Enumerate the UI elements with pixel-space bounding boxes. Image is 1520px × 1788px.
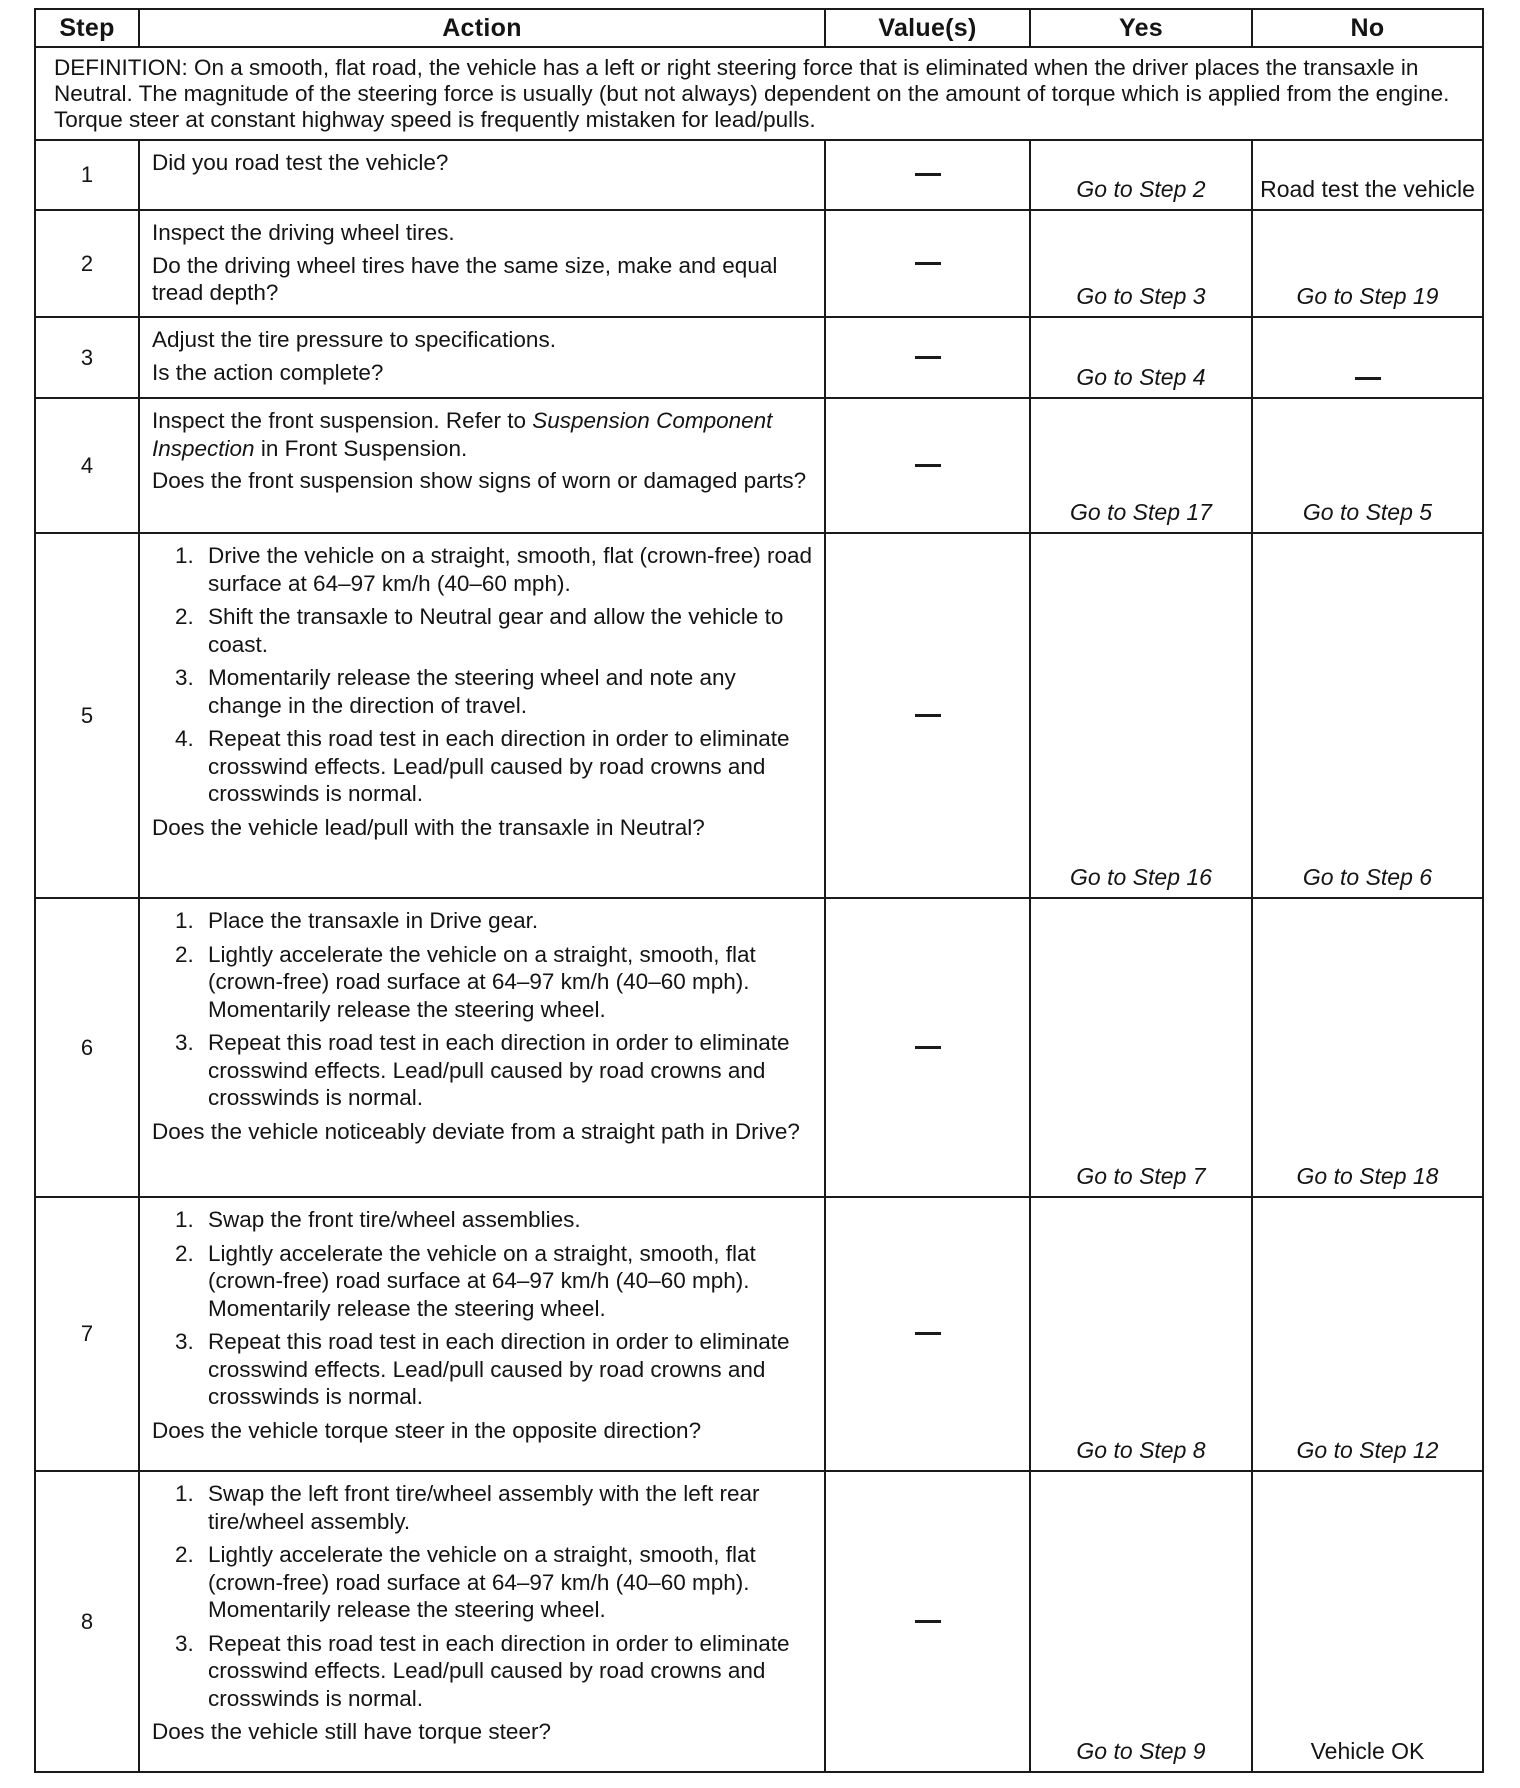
action-lead: Inspect the driving wheel tires. [152, 220, 455, 245]
dash-mark [1355, 377, 1381, 380]
yes-cell: Go to Step 3 [1030, 210, 1252, 317]
table-row [35, 317, 1483, 398]
step-number: 4 [35, 398, 139, 533]
lead-text-end: in Front Suspension. [260, 435, 468, 461]
action-lead: Adjust the tire pressure to specifications. [152, 327, 556, 352]
table-row [35, 140, 1483, 210]
header-no: No [1252, 9, 1483, 47]
question-text: Did you road test the vehicle? [152, 150, 449, 175]
dash-mark [915, 1046, 941, 1049]
no-cell: Go to Step 6 [1252, 533, 1483, 898]
no-cell: Go to Step 12 [1252, 1197, 1483, 1471]
table-row [35, 398, 1483, 533]
instruction-item: 3. Repeat this road test in each direction in order to eliminate crosswind effects. Lead/pull caused by road crowns and crosswinds is normal. [200, 1328, 814, 1411]
step-number: 5 [35, 533, 139, 898]
header-yes: Yes [1030, 9, 1252, 47]
header-row [35, 9, 1483, 47]
action-cell [139, 1197, 825, 1471]
dash-mark [915, 173, 941, 176]
value-cell [825, 317, 1030, 398]
step-number: 7 [35, 1197, 139, 1471]
no-cell: Go to Step 5 [1252, 398, 1483, 533]
value-cell [825, 398, 1030, 533]
action-cell [139, 317, 825, 398]
instruction-item: 1. Swap the front tire/wheel assemblies. [200, 1206, 814, 1234]
step-number: 6 [35, 898, 139, 1197]
step-number: 2 [35, 210, 139, 317]
no-cell: Go to Step 18 [1252, 898, 1483, 1197]
table-row [35, 533, 1483, 898]
definition-text: DEFINITION: On a smooth, flat road, the vehicle has a left or right steering force that is eliminated when the driver places the transaxle in Neutral. The magnitude of the steering force is usually (but not always) dependent on the amount of torque which is applied from the engine. Torque steer at constant highway speed is frequently mistaken for lead/pulls. [35, 47, 1483, 140]
value-cell [825, 898, 1030, 1197]
yes-cell: Go to Step 7 [1030, 898, 1252, 1197]
action-cell [139, 1471, 825, 1772]
header-values: Value(s) [825, 9, 1030, 47]
instruction-item: 2. Lightly accelerate the vehicle on a straight, smooth, flat (crown-free) road surface at 64–97 km/h (40–60 mph). Momentarily release the steering wheel. [200, 1541, 814, 1624]
table-row [35, 1197, 1483, 1471]
instruction-list [152, 907, 814, 1112]
yes-cell: Go to Step 9 [1030, 1471, 1252, 1772]
value-cell [825, 1471, 1030, 1772]
action-cell [139, 140, 825, 210]
instruction-item: 3. Repeat this road test in each direction in order to eliminate crosswind effects. Lead/pull caused by road crowns and crosswinds is normal. [200, 1029, 814, 1112]
instruction-list [152, 542, 814, 808]
action-cell [139, 210, 825, 317]
definition-row [35, 47, 1483, 140]
question-text: Is the action complete? [152, 359, 384, 385]
dash-mark [915, 1332, 941, 1335]
dash-mark [915, 262, 941, 265]
lead-reference: Suspension Component Inspection [152, 408, 773, 461]
value-cell [825, 1197, 1030, 1471]
no-cell: Road test the vehicle [1252, 140, 1483, 210]
instruction-item: 4. Repeat this road test in each direction in order to eliminate crosswind effects. Lead/pull caused by road crowns and crosswinds is normal. [200, 725, 814, 808]
instruction-item: 3. Momentarily release the steering wheel and note any change in the direction of travel. [200, 664, 814, 719]
yes-cell: Go to Step 8 [1030, 1197, 1252, 1471]
dash-mark [915, 714, 941, 717]
question-text: Does the vehicle noticeably deviate from a straight path in Drive? [152, 1118, 800, 1144]
no-cell [1252, 317, 1483, 398]
question-text: Do the driving wheel tires have the same size, make and equal tread depth? [152, 252, 778, 305]
value-cell [825, 210, 1030, 317]
action-cell [139, 898, 825, 1197]
instruction-item: 3. Repeat this road test in each direction in order to eliminate crosswind effects. Lead/pull caused by road crowns and crosswinds is normal. [200, 1630, 814, 1713]
yes-cell: Go to Step 2 [1030, 140, 1252, 210]
yes-cell: Go to Step 16 [1030, 533, 1252, 898]
question-text: Does the front suspension show signs of worn or damaged parts? [152, 468, 807, 493]
question-text: Does the vehicle still have torque steer? [152, 1719, 551, 1744]
action-cell [139, 398, 825, 533]
instruction-item: 1. Swap the left front tire/wheel assembly with the left rear tire/wheel assembly. [200, 1480, 814, 1535]
dash-mark [915, 464, 941, 467]
table-row [35, 1471, 1483, 1772]
no-cell: Vehicle OK [1252, 1471, 1483, 1772]
instruction-item: 2. Lightly accelerate the vehicle on a straight, smooth, flat (crown-free) road surface at 64–97 km/h (40–60 mph). Momentarily release the steering wheel. [200, 941, 814, 1024]
step-number: 3 [35, 317, 139, 398]
table-row [35, 210, 1483, 317]
lead-text: Inspect the front suspension. Refer to [152, 408, 526, 433]
dash-mark [915, 356, 941, 359]
yes-cell: Go to Step 17 [1030, 398, 1252, 533]
header-step: Step [35, 9, 139, 47]
table-row [35, 898, 1483, 1197]
value-cell [825, 533, 1030, 898]
instruction-item: 2. Shift the transaxle to Neutral gear and allow the vehicle to coast. [200, 603, 814, 658]
instruction-item: 2. Lightly accelerate the vehicle on a straight, smooth, flat (crown-free) road surface at 64–97 km/h (40–60 mph). Momentarily release the steering wheel. [200, 1240, 814, 1323]
instruction-item: 1. Place the transaxle in Drive gear. [200, 907, 814, 935]
step-number: 8 [35, 1471, 139, 1772]
no-cell: Go to Step 19 [1252, 210, 1483, 317]
question-text: Does the vehicle lead/pull with the transaxle in Neutral? [152, 814, 705, 840]
header-action: Action [139, 9, 825, 47]
action-cell [139, 533, 825, 898]
instruction-item: 1. Drive the vehicle on a straight, smooth, flat (crown-free) road surface at 64–97 km/h (40–60 mph). [200, 542, 814, 597]
instruction-list [152, 1206, 814, 1411]
value-cell [825, 140, 1030, 210]
dash-mark [915, 1620, 941, 1623]
action-lead [152, 407, 814, 462]
yes-cell: Go to Step 4 [1030, 317, 1252, 398]
diagnostic-table [34, 8, 1484, 1773]
step-number: 1 [35, 140, 139, 210]
question-text: Does the vehicle torque steer in the opposite direction? [152, 1417, 702, 1443]
instruction-list [152, 1480, 814, 1712]
